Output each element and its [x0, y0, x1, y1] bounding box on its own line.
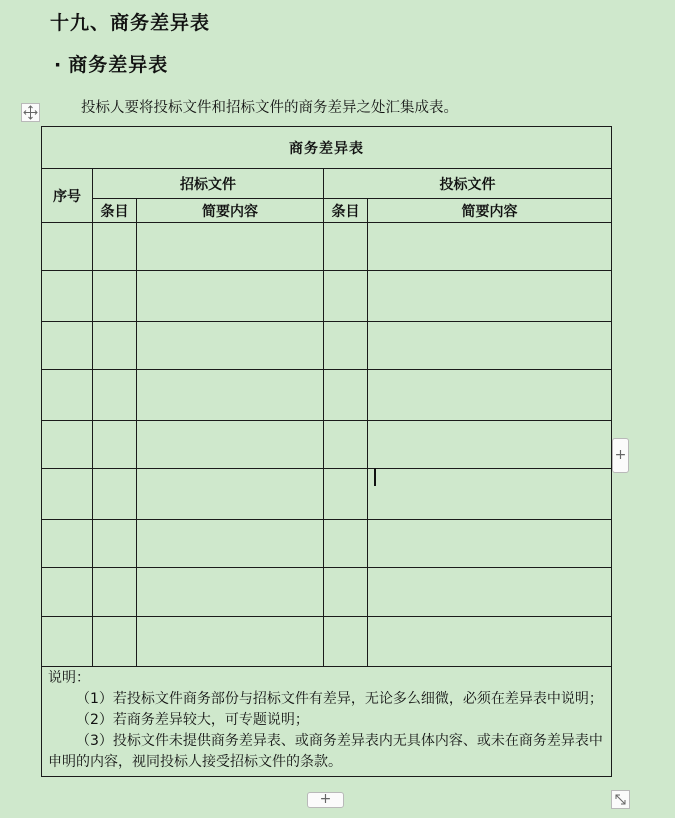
table-cell[interactable]	[42, 568, 93, 617]
table-resize-handle[interactable]	[611, 790, 630, 809]
table-cell[interactable]	[368, 617, 612, 667]
table-cell[interactable]	[368, 568, 612, 617]
table-cell[interactable]	[42, 469, 93, 520]
table-row	[42, 469, 612, 520]
table-cell[interactable]	[137, 469, 324, 520]
add-row-button[interactable]	[307, 792, 344, 808]
table-cell[interactable]	[368, 370, 612, 421]
table-cell[interactable]	[137, 421, 324, 469]
table-cell[interactable]	[137, 568, 324, 617]
table-cell[interactable]	[42, 421, 93, 469]
table-row	[42, 421, 612, 469]
table-row	[42, 520, 612, 568]
table-row	[42, 271, 612, 322]
table-cell[interactable]	[93, 469, 137, 520]
table-cell[interactable]	[42, 520, 93, 568]
table-cell[interactable]	[137, 370, 324, 421]
table-cell[interactable]	[93, 271, 137, 322]
notes-label: 说明：	[48, 670, 90, 686]
table-cell[interactable]	[368, 469, 612, 520]
subsection-heading-text: 商务差异表	[68, 54, 169, 76]
table-row	[42, 568, 612, 617]
add-column-button[interactable]	[612, 438, 629, 473]
table-cell[interactable]	[93, 370, 137, 421]
table-cell[interactable]	[324, 469, 368, 520]
bullet: ·	[54, 54, 63, 76]
table-cell[interactable]	[324, 223, 368, 271]
table-cell[interactable]	[368, 322, 612, 370]
header-tender-doc: 招标文件	[93, 169, 324, 199]
table-cell[interactable]	[324, 322, 368, 370]
table-move-handle[interactable]	[21, 103, 40, 122]
plus-icon: +	[614, 447, 627, 463]
table-cell[interactable]	[93, 568, 137, 617]
table-cell[interactable]	[137, 617, 324, 667]
header-bid-summary: 简要内容	[368, 199, 612, 223]
table-cell[interactable]	[324, 370, 368, 421]
table-cell[interactable]	[42, 617, 93, 667]
table-cell[interactable]	[42, 271, 93, 322]
intro-paragraph: 投标人要将投标文件和招标文件的商务差异之处汇集成表。	[81, 100, 458, 116]
table-cell[interactable]	[93, 617, 137, 667]
table-cell[interactable]	[42, 223, 93, 271]
table-row	[42, 223, 612, 271]
table-cell[interactable]	[324, 421, 368, 469]
header-seq: 序号	[42, 169, 93, 223]
table-row	[42, 617, 612, 667]
table-cell[interactable]	[368, 421, 612, 469]
table-cell[interactable]	[93, 223, 137, 271]
table-cell[interactable]	[324, 568, 368, 617]
subsection-heading	[54, 50, 168, 77]
table-cell[interactable]	[42, 370, 93, 421]
move-arrows-icon	[22, 104, 39, 121]
text-cursor	[374, 468, 376, 486]
table-cell[interactable]	[137, 271, 324, 322]
table-cell[interactable]	[137, 322, 324, 370]
table-row	[42, 322, 612, 370]
header-tender-item: 条目	[93, 199, 137, 223]
header-bid-item: 条目	[324, 199, 368, 223]
table-cell[interactable]	[93, 322, 137, 370]
note-3: （3）投标文件未提供商务差异表、或商务差异表内无具体内容、或未在商务差异表中申明的内容，视同投标人接受招标文件的条款。	[48, 733, 603, 770]
table-cell[interactable]	[324, 617, 368, 667]
table-cell[interactable]	[368, 520, 612, 568]
note-2: （2）若商务差异较大，可专题说明；	[76, 712, 309, 728]
plus-icon: +	[319, 791, 332, 807]
note-1: （1）若投标文件商务部份与招标文件有差异，无论多么细微，必须在差异表中说明；	[76, 691, 603, 707]
table-cell[interactable]	[42, 322, 93, 370]
table-cell[interactable]	[93, 421, 137, 469]
table-cell[interactable]	[137, 223, 324, 271]
header-tender-summary: 简要内容	[137, 199, 324, 223]
table-cell[interactable]	[324, 520, 368, 568]
table-cell[interactable]	[137, 520, 324, 568]
header-bid-doc: 投标文件	[324, 169, 612, 199]
resize-diagonal-icon	[612, 791, 629, 808]
table-cell[interactable]	[93, 520, 137, 568]
section-heading: 十九、商务差异表	[50, 12, 211, 34]
table-title: 商务差异表	[42, 127, 612, 169]
table-cell[interactable]	[324, 271, 368, 322]
business-difference-table	[41, 126, 612, 777]
table-cell[interactable]	[368, 223, 612, 271]
table-row	[42, 370, 612, 421]
table-cell[interactable]	[368, 271, 612, 322]
notes-cell[interactable]	[42, 667, 612, 777]
